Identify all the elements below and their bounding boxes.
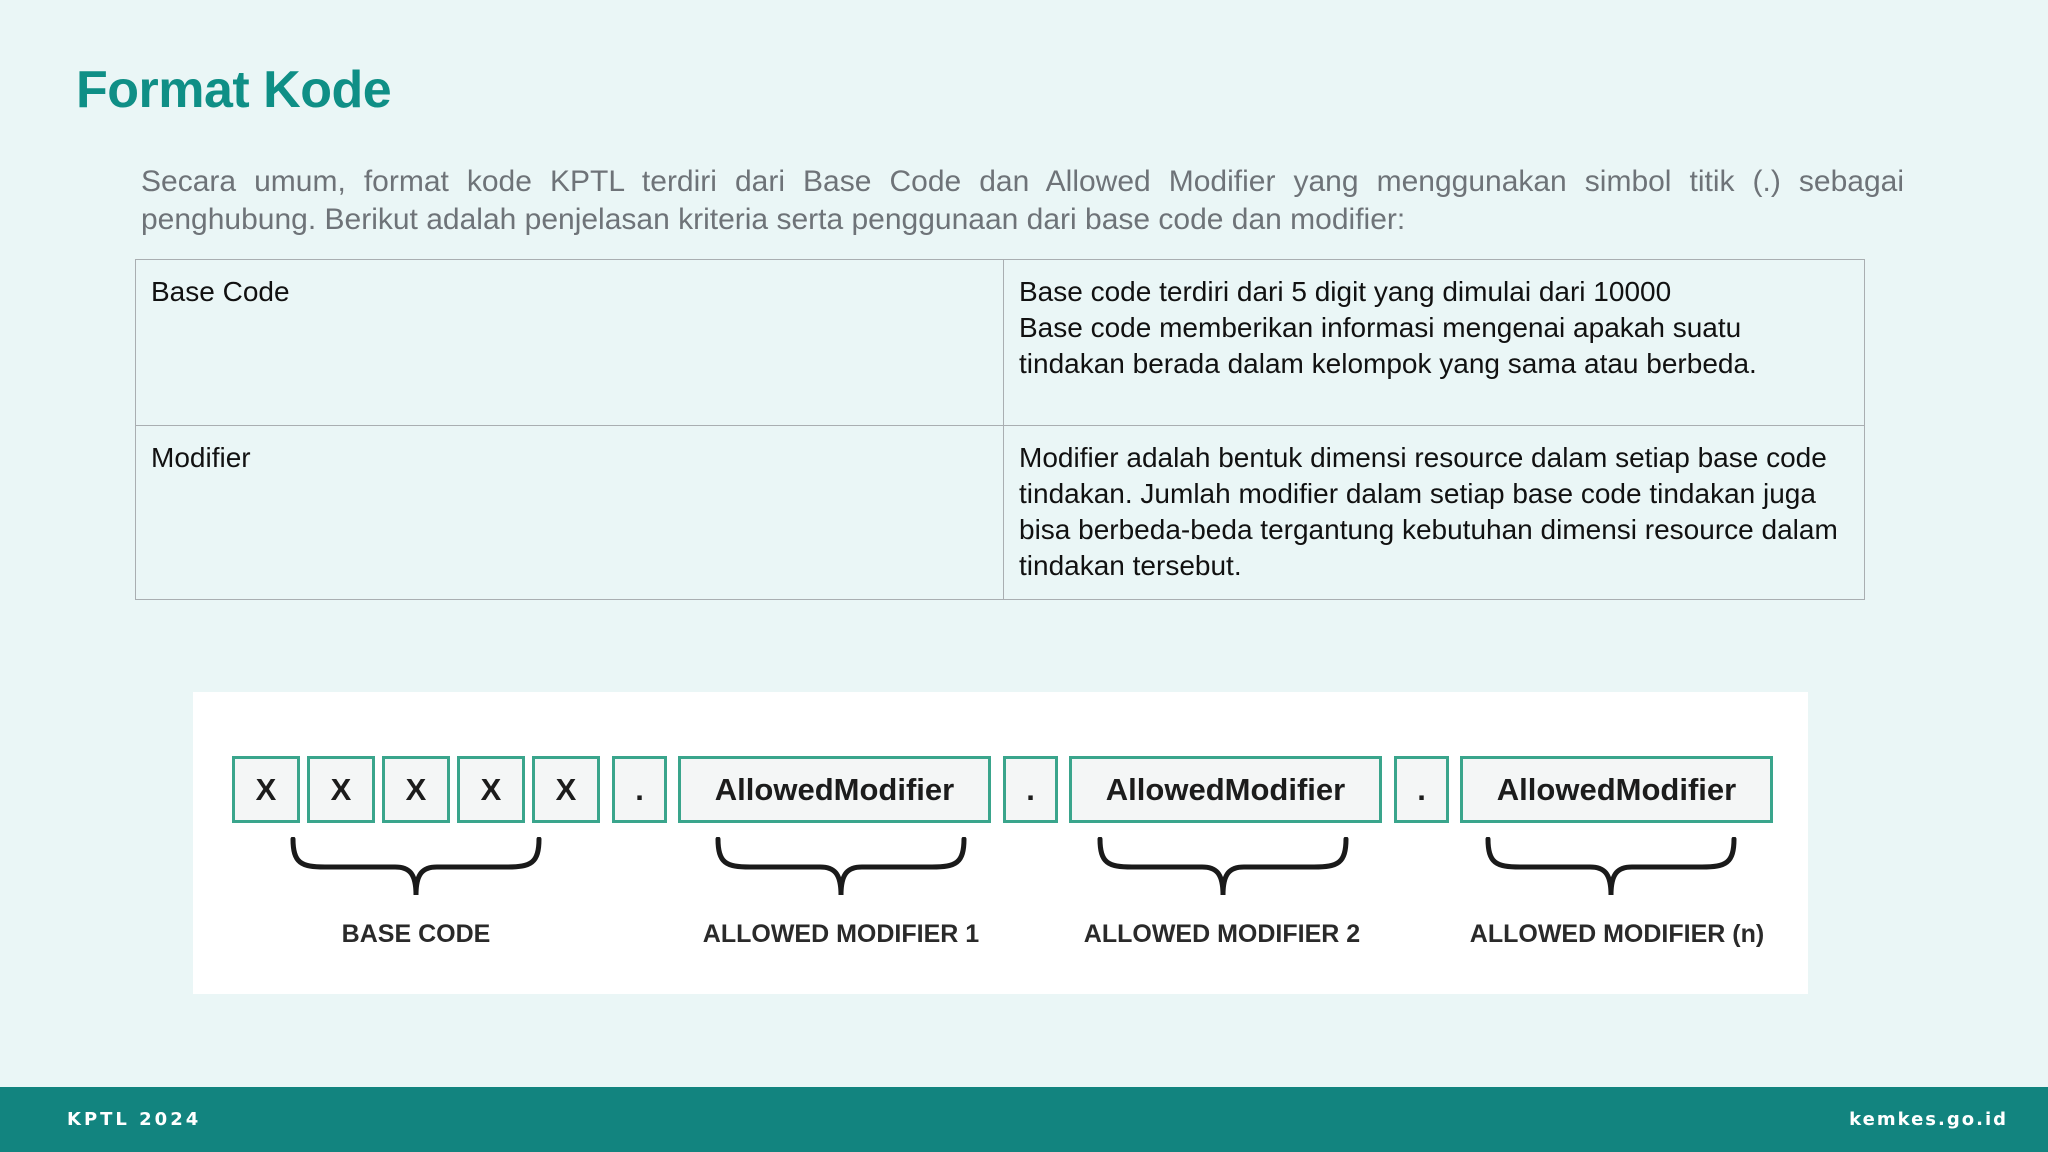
- footer-website-link[interactable]: kemkes.go.id: [1849, 1109, 2008, 1130]
- modifier-box: AllowedModifier: [1069, 756, 1382, 823]
- modifier-2-label: ALLOWED MODIFIER 2: [1083, 920, 1361, 948]
- term-cell: Modifier: [136, 426, 1004, 600]
- table-row: [136, 426, 1865, 600]
- curly-brace-icon: [1484, 837, 1738, 899]
- separator-box: .: [612, 756, 667, 823]
- intro-paragraph: Secara umum, format kode KPTL terdiri dari Base Code dan Allowed Modifier yang menggunakan simbol titik (.) sebagai penghubung. Berikut adalah penjelasan kriteria serta penggunaan dari base code dan modifier:: [141, 165, 1904, 236]
- term-cell: Base Code: [136, 260, 1004, 426]
- modifier-1-label: ALLOWED MODIFIER 1: [702, 920, 980, 948]
- footer-event-label: KPTL 2024: [67, 1109, 202, 1130]
- criteria-table: [135, 259, 1865, 600]
- description-line: Modifier adalah bentuk dimensi resource dalam setiap base code tindakan. Jumlah modifier dalam setiap base code tindakan juga bisa berbeda-beda tergantung kebutuhan dimensi resource dalam tindakan tersebut.: [1019, 442, 1838, 581]
- modifier-box: AllowedModifier: [678, 756, 991, 823]
- description-line: Base code terdiri dari 5 digit yang dimulai dari 10000: [1019, 276, 1672, 307]
- digit-box: X: [232, 756, 300, 823]
- base-code-label: BASE CODE: [341, 920, 491, 948]
- description-cell: [1004, 426, 1865, 600]
- modifier-box: AllowedModifier: [1460, 756, 1773, 823]
- description-line: Base code memberikan informasi mengenai apakah suatu tindakan berada dalam kelompok yang sama atau berbeda.: [1019, 312, 1757, 379]
- separator-box: .: [1003, 756, 1058, 823]
- footer-bar: [0, 1087, 2048, 1152]
- digit-box: X: [382, 756, 450, 823]
- curly-brace-icon: [714, 837, 968, 899]
- curly-brace-icon: [289, 837, 543, 899]
- curly-brace-icon: [1096, 837, 1350, 899]
- digit-box: X: [532, 756, 600, 823]
- modifier-n-label: ALLOWED MODIFIER (n): [1469, 920, 1765, 948]
- separator-box: .: [1394, 756, 1449, 823]
- digit-box: X: [307, 756, 375, 823]
- code-format-diagram: [193, 692, 1808, 994]
- slide-title: Format Kode: [76, 61, 392, 119]
- digit-box: X: [457, 756, 525, 823]
- description-cell: [1004, 260, 1865, 426]
- table-row: [136, 260, 1865, 426]
